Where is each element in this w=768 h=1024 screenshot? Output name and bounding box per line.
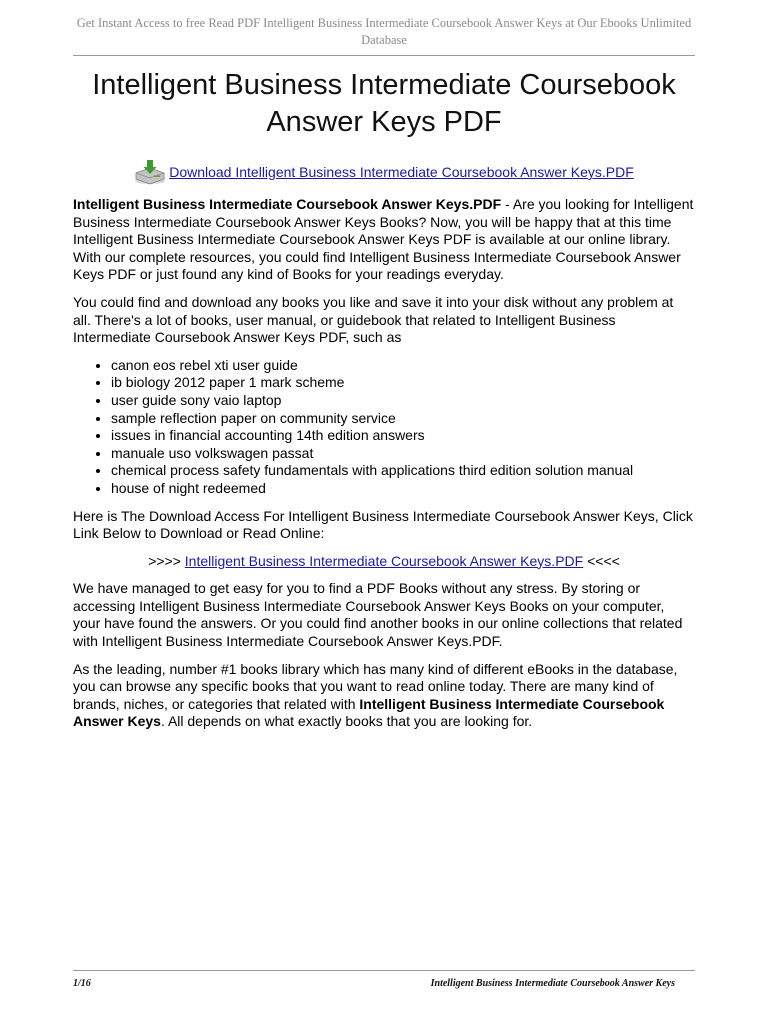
library-paragraph bbox=[73, 661, 695, 731]
related-books-list bbox=[73, 357, 695, 498]
intro-text: - Are you looking for Intelligent Business Intermediate Coursebook Answer Keys Books? Now, you will be happy that at this time Intelligent Business Intermediate Coursebook Answer Keys PDF is available at our online library. With our complete resources, you could find Intelligent Business Intermediate Coursebook Answer Keys PDF or just found any kind of Books for your readings everyday. bbox=[73, 196, 694, 283]
footer-title: Intelligent Business Intermediate Coursebook Answer Keys bbox=[430, 978, 675, 989]
document-title: Intelligent Business Intermediate Coursebook Answer Keys PDF bbox=[92, 69, 676, 138]
list-item: • manuale uso volkswagen passat bbox=[111, 445, 695, 463]
download-pdf-link[interactable]: Download Intelligent Business Intermediate Coursebook Answer Keys.PDF bbox=[169, 164, 634, 180]
page-number: 1/16 bbox=[73, 978, 91, 989]
stress-free-paragraph: We have managed to get easy for you to find a PDF Books without any stress. By storing or accessing Intelligent Business Intermediate Coursebook Answer Keys Books on your computer, your have found the answers. Or you could find another books in our online collections that related with Intelligent Business Intermediate Coursebook Answer Keys.PDF. bbox=[73, 580, 683, 650]
library-bold-title: Intelligent Business Intermediate Coursebook Answer Keys bbox=[73, 695, 665, 730]
list-item: • ib biology 2012 paper 1 mark scheme bbox=[111, 374, 695, 392]
intro-bold-lead: Intelligent Business Intermediate Coursebook Answer Keys.PDF bbox=[73, 196, 502, 212]
download-row bbox=[73, 158, 695, 186]
footer-divider bbox=[73, 970, 695, 971]
read-online-link[interactable]: Intelligent Business Intermediate Coursebook Answer Keys.PDF bbox=[184, 552, 584, 569]
read-online-link-row bbox=[73, 553, 695, 571]
page-header-banner: Get Instant Access to free Read PDF Intelligent Business Intermediate Coursebook Answer Keys at Our Ebooks Unlimited Database bbox=[76, 16, 692, 47]
download-access-paragraph: Here is The Download Access For Intelligent Business Intermediate Coursebook Answer Keys, Click Link Below to Download or Read Online: bbox=[73, 507, 693, 542]
link-suffix: <<<< bbox=[583, 552, 620, 569]
library-text: As the leading, number #1 books library which has many kind of different eBooks in the database, you can browse any specific books that you want to read online today. There are many kind of brands, niches, or categories that related with bbox=[73, 660, 678, 712]
list-item: • sample reflection paper on community service bbox=[111, 410, 695, 428]
intro-paragraph bbox=[73, 196, 695, 284]
download-disk-icon[interactable] bbox=[134, 159, 166, 185]
header-divider bbox=[73, 55, 695, 56]
list-item: • user guide sony vaio laptop bbox=[111, 392, 695, 410]
list-item: • house of night redeemed bbox=[111, 480, 695, 498]
document-body bbox=[73, 196, 695, 741]
link-prefix: >>>> bbox=[148, 552, 185, 569]
related-intro-paragraph: You could find and download any books you like and save it into your disk without any problem at all. There's a lot of books, user manual, or guidebook that related to Intelligent Business Intermediate Coursebook Answer Keys PDF, such as bbox=[73, 293, 674, 346]
library-tail: . All depends on what exactly books that you are looking for. bbox=[160, 713, 533, 730]
list-item: • chemical process safety fundamentals with applications third edition solution manual bbox=[111, 462, 695, 480]
list-item: • canon eos rebel xti user guide bbox=[111, 357, 695, 375]
list-item: • issues in financial accounting 14th edition answers bbox=[111, 427, 695, 445]
